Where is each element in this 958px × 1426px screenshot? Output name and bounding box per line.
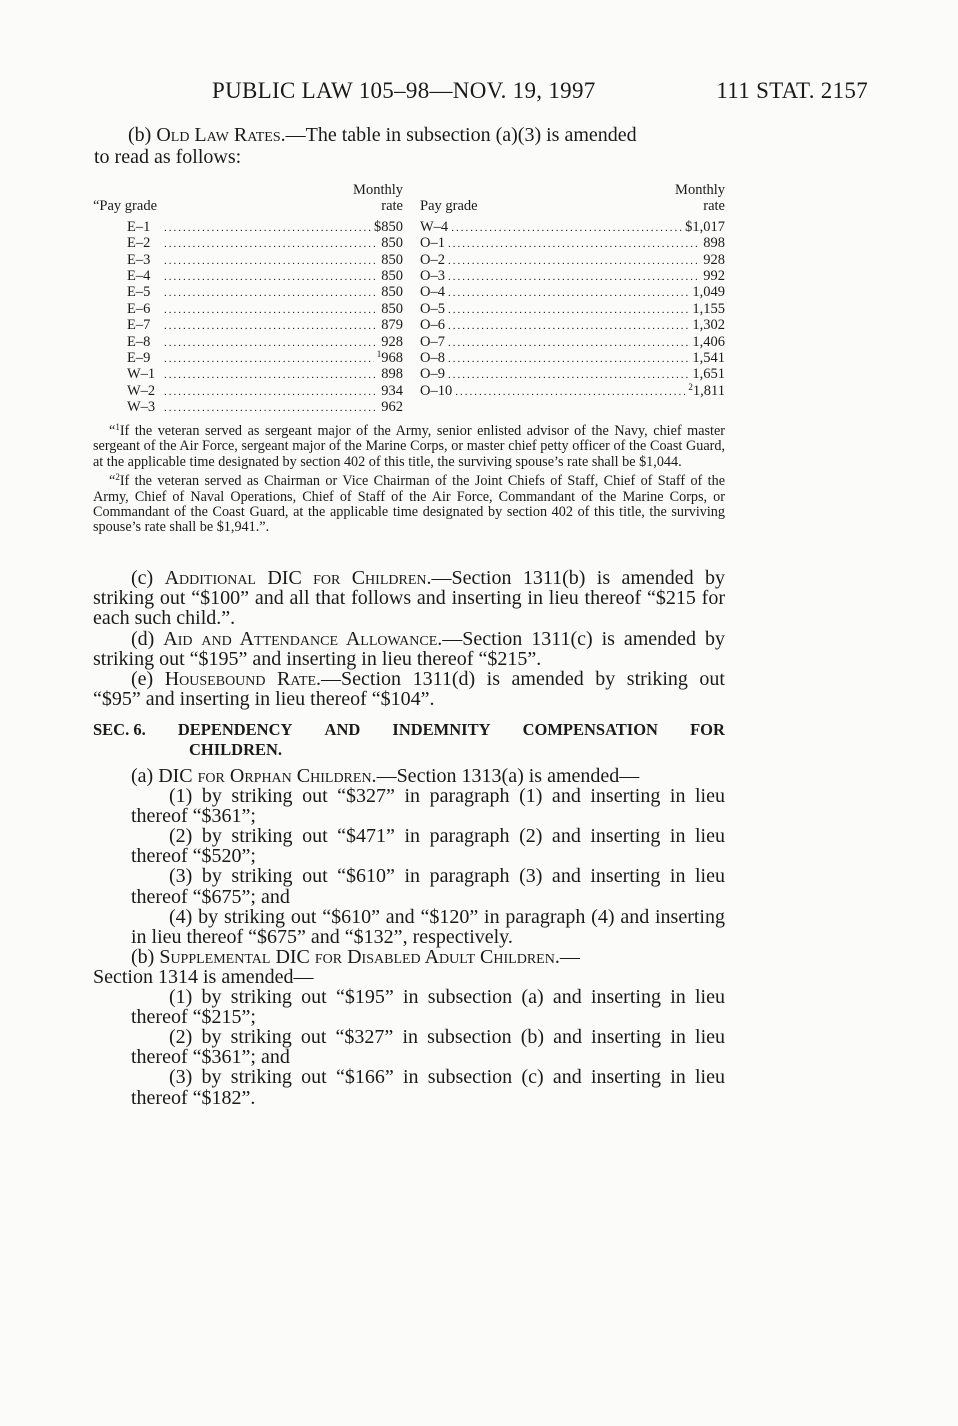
page-header [212, 78, 868, 104]
subsection-heading: Aid and Attendance Allowance. [163, 627, 443, 650]
subsection-heading: DIC for Orphan Children. [158, 765, 377, 787]
rate-value: 968 [381, 349, 403, 366]
rate-value: 850 [381, 251, 403, 268]
pay-grade-cell: E–9 [127, 349, 151, 366]
column-header-rate: rate [381, 198, 403, 215]
subsection-text: — [559, 945, 580, 968]
footnote-text: If the veteran served as Chairman or Vice Chairman of the Joint Chiefs of Staff, Chief of Staff of the Army, Chief of Naval Operations, Chief of Staff of the Air Force, Commandant of the Marine Corps, or Commandant of the Coast Guard, at the applicable time designated by section 402 of this title, the surviving spouse’s rate shall be $1,941.”. [93, 473, 725, 536]
leader-dots [164, 335, 378, 351]
rate-value: 850 [381, 300, 403, 317]
section-title-word: AND [324, 720, 361, 739]
section-number: SEC. 6. [93, 720, 146, 739]
section-6-subsection-a [93, 766, 725, 786]
leader-dots [164, 367, 378, 383]
pay-grade-cell: O–10 [420, 382, 453, 399]
rate-value: 898 [381, 366, 403, 383]
rate-value: 1,811 [692, 382, 725, 399]
rate-value: 928 [703, 251, 725, 268]
subsection-text: —Section 1313(a) is amended— [376, 765, 640, 787]
pay-grade-cell: O–7 [420, 333, 445, 350]
pay-grade-cell: E–5 [127, 284, 151, 301]
pay-grade-cell: E–2 [127, 235, 151, 252]
subsection-c [93, 568, 725, 629]
leader-dots [164, 400, 378, 416]
paragraph-item: (1) by striking out “$195” in subsection (a) and inserting in lieu thereof “$215”; [131, 986, 725, 1029]
monthly-rate-cell [688, 379, 725, 399]
pay-grade-cell: O–2 [420, 251, 445, 268]
leader-dots [164, 351, 374, 367]
section-6-body [93, 766, 725, 1108]
subsection-heading: Additional DIC for Children. [164, 567, 432, 589]
pay-grade-cell: E–6 [127, 300, 151, 317]
section-title-word: FOR [690, 720, 725, 739]
subsection-e [93, 669, 725, 709]
pay-grade-cell: O–1 [420, 235, 445, 252]
pay-grade-cell: W–1 [127, 366, 156, 383]
leader-dots [164, 285, 378, 301]
section-6-heading [93, 720, 725, 760]
pay-grade-cell: E–7 [127, 317, 151, 334]
footnote-marker: 1 [376, 348, 382, 359]
section-title-word: INDEMNITY [392, 720, 491, 739]
leader-dots [448, 253, 700, 269]
rate-table-row [93, 215, 403, 235]
quote-mark: “ [109, 423, 116, 439]
paragraph-item: (4) by striking out “$610” and “$120” in paragraph (4) and inserting in lieu thereof “$675” and “$132”, respectively. [131, 905, 725, 948]
pay-grade-cell: O–8 [420, 349, 445, 366]
subsection-heading: Old Law Rates. [156, 124, 286, 146]
pay-grade-cell: E–1 [127, 218, 151, 235]
footnote-1 [93, 420, 725, 470]
rate-value: 850 [381, 284, 403, 301]
rate-value: 1,651 [692, 366, 725, 383]
header-stat-page: 111 STAT. 2157 [716, 78, 868, 103]
subsections-c-d-e [93, 568, 725, 709]
paragraph-item: (1) by striking out “$327” in paragraph (1) and inserting in lieu thereof “$361”; [131, 785, 725, 828]
footnote-2 [93, 470, 725, 536]
leader-dots [164, 220, 371, 236]
rate-value: 992 [703, 267, 725, 284]
subsection-heading: Supplemental DIC for Disabled Adult Children. [159, 945, 560, 968]
pay-grade-cell: E–4 [127, 267, 151, 284]
leader-dots [164, 384, 378, 400]
rate-table-row [420, 215, 725, 235]
rate-value: $850 [374, 218, 403, 235]
header-law-citation: PUBLIC LAW 105–98—NOV. 19, 1997 [212, 78, 596, 103]
monthly-rate-cell [381, 395, 403, 415]
subsection-text: —Section 1311(d) is amended by striking out “$95” and inserting in lieu thereof “$104”. [93, 668, 725, 711]
column-header-monthly: Monthly [353, 182, 403, 198]
subsection-label: (d) [131, 627, 155, 650]
rate-table-right-column [420, 182, 725, 399]
subsection-text-cont: to read as follows: [94, 146, 242, 168]
pay-grade-cell: O–3 [420, 267, 445, 284]
leader-dots [164, 236, 378, 252]
subsection-d [93, 629, 725, 669]
pay-grade-cell: O–6 [420, 317, 445, 334]
rate-value: 1,155 [692, 300, 725, 317]
paragraph-item: (3) by striking out “$610” in paragraph (3) and inserting in lieu thereof “$675”; and [131, 865, 725, 908]
section-title-word: DEPENDENCY [177, 720, 293, 739]
rate-value: 934 [381, 382, 403, 399]
subsection-text: —Section 1311(b) is amended by striking out “$100” and all that follows and inserting in lieu thereof “$215 for each such child.”. [93, 567, 726, 630]
subsection-label: (a) [131, 765, 154, 787]
leader-dots [164, 302, 378, 318]
subsection-b-intro [94, 124, 724, 168]
rate-value: 1,541 [692, 349, 725, 366]
leader-dots [451, 220, 682, 236]
rate-table-left-column [93, 182, 403, 416]
paragraph-item: (3) by striking out “$166” in subsection (c) and inserting in lieu thereof “$182”. [131, 1066, 725, 1109]
leader-dots [448, 302, 689, 318]
leader-dots [448, 351, 689, 367]
leader-dots [448, 367, 689, 383]
section-title-word: COMPENSATION [522, 720, 658, 739]
leader-dots [448, 335, 689, 351]
leader-dots [448, 269, 700, 285]
leader-dots [448, 236, 700, 252]
rate-value: 928 [381, 333, 403, 350]
footnote-text: If the veteran served as sergeant major of the Army, senior enlisted advisor of the Navy, chief master sergeant of the Air Force, sergeant major of the Marine Corps, or master chief petty officer of the Coast Guard, at the applicable time designated by section 402 of this title, the surviving spouse’s rate shall be $1,044. [93, 423, 725, 470]
leader-dots [164, 253, 378, 269]
column-header-monthly: Monthly [675, 182, 725, 198]
paragraph-item: (2) by striking out “$471” in paragraph (2) and inserting in lieu thereof “$520”; [131, 825, 725, 868]
rate-value: 1,406 [692, 333, 725, 350]
leader-dots [448, 318, 689, 334]
column-header-rate: rate [703, 198, 725, 215]
pay-grade-cell: O–5 [420, 300, 445, 317]
column-header-pay-grade: Pay grade [420, 198, 478, 215]
footnote-marker: 2 [115, 472, 120, 483]
subsection-label: (e) [131, 668, 154, 691]
subsection-label: (c) [131, 567, 154, 589]
subsection-label: (b) [128, 124, 152, 146]
table-footnotes [93, 420, 725, 536]
pay-grade-cell: W–4 [420, 218, 449, 235]
rate-value: 1,302 [692, 317, 725, 334]
rate-value: 850 [381, 267, 403, 284]
subsection-text: —Section 1311(c) is amended by striking out “$195” and inserting in lieu thereof “$215”. [93, 627, 725, 670]
leader-dots [455, 384, 685, 400]
footnote-marker: 1 [115, 422, 120, 432]
pay-grade-cell: W–3 [127, 399, 156, 416]
section-title-line-2: CHILDREN. [189, 740, 283, 759]
pay-grade-cell: E–8 [127, 333, 151, 350]
rate-value: 898 [703, 235, 725, 252]
pay-grade-cell: O–9 [420, 366, 445, 383]
quote-mark: “ [109, 473, 116, 490]
rate-value: $1,017 [685, 218, 725, 235]
pay-grade-cell: O–4 [420, 284, 445, 301]
pay-grade-cell: W–2 [127, 382, 156, 399]
leader-dots [164, 318, 378, 334]
subsection-text-cont: Section 1314 is amended— [93, 965, 314, 988]
rate-value: 879 [381, 317, 403, 334]
column-header-pay-grade: “Pay grade [93, 198, 158, 215]
rate-value: 1,049 [692, 284, 725, 301]
pay-grade-cell: E–3 [127, 251, 151, 268]
leader-dots [164, 269, 378, 285]
footnote-marker: 2 [688, 381, 693, 392]
subsection-heading: Housebound Rate. [164, 668, 322, 691]
subsection-text: —The table in subsection (a)(3) is amended [285, 124, 637, 146]
paragraph-item: (2) by striking out “$327” in subsection (b) and inserting in lieu thereof “$361”; and [131, 1026, 725, 1069]
subsection-label: (b) [131, 945, 155, 968]
leader-dots [448, 285, 689, 301]
section-6-subsection-b [93, 947, 725, 967]
rate-value: 962 [381, 399, 403, 416]
rate-value: 850 [381, 235, 403, 252]
